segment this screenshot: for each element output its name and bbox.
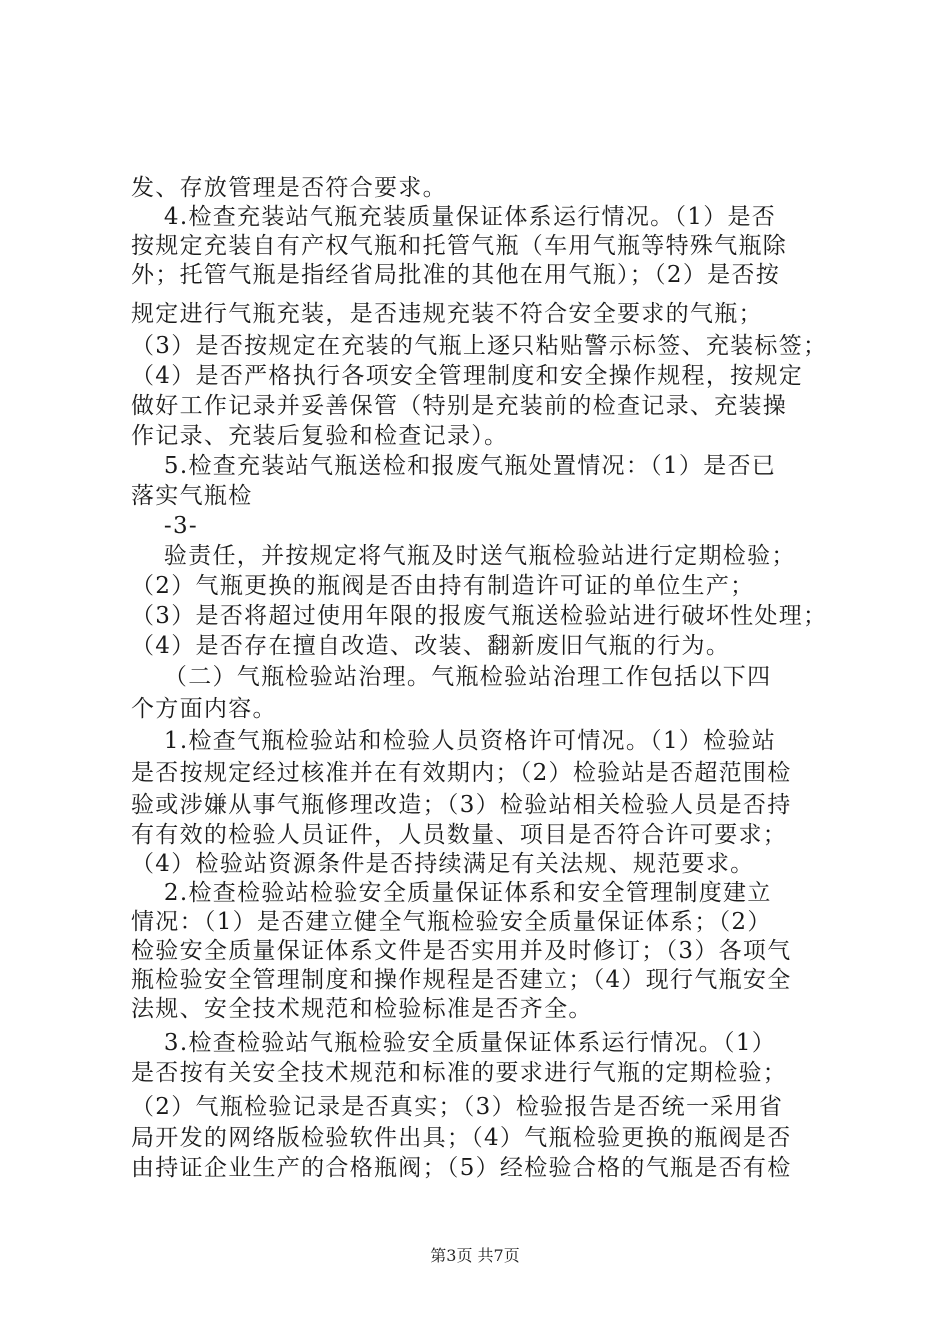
text-line: 局开发的网络版检验软件出具；（4）气瓶检验更换的瓶阀是否: [131, 1125, 792, 1151]
text-line: 是否按规定经过核准并在有效期内；（2）检验站是否超范围检: [131, 760, 792, 786]
text-line: 发、存放管理是否符合要求。: [131, 175, 447, 201]
text-line: 1.检查气瓶检验站和检验人员资格许可情况。（1）检验站: [131, 728, 777, 754]
text-line: 3.检查检验站气瓶检验安全质量保证体系运行情况。（1）: [131, 1030, 777, 1056]
section-heading: （二）气瓶检验站治理。气瓶检验站治理工作包括以下四: [131, 664, 772, 690]
text-line: 是否按有关安全技术规范和标准的要求进行气瓶的定期检验；: [131, 1060, 788, 1086]
text-line: （2）气瓶更换的瓶阀是否由持有制造许可证的单位生产；: [131, 573, 755, 599]
text-line: 个方面内容。: [131, 696, 277, 722]
text-line: 5.检查充装站气瓶送检和报废气瓶处置情况：（1）是否已: [131, 453, 777, 479]
text-line: 由持证企业生产的合格瓶阀；（5）经检验合格的气瓶是否有检: [131, 1155, 792, 1181]
text-line: 验责任，并按规定将气瓶及时送气瓶检验站进行定期检验；: [131, 543, 796, 569]
page-marker: -3-: [131, 513, 198, 539]
page-footer: 第3页 共7页: [430, 1246, 520, 1265]
text-line: 法规、安全技术规范和检验标准是否齐全。: [131, 996, 593, 1022]
text-line: 按规定充装自有产权气瓶和托管气瓶（车用气瓶等特殊气瓶除: [131, 233, 788, 259]
text-line: （4）是否存在擅自改造、改装、翻新废旧气瓶的行为。: [131, 633, 731, 659]
text-line: 检验安全质量保证体系文件是否实用并及时修订；（3）各项气: [131, 938, 792, 964]
text-line: 落实气瓶检: [131, 483, 253, 509]
text-line: （4）是否严格执行各项安全管理制度和安全操作规程，按规定: [131, 363, 804, 389]
text-line: 规定进行气瓶充装，是否违规充装不符合安全要求的气瓶；: [131, 301, 763, 327]
text-line: 2.检查检验站检验安全质量保证体系和安全管理制度建立: [131, 880, 772, 906]
text-line: 有有效的检验人员证件，人员数量、项目是否符合许可要求；: [131, 822, 788, 848]
text-line: （2）气瓶检验记录是否真实；（3）检验报告是否统一采用省: [131, 1094, 784, 1120]
text-line: （3）是否按规定在充装的气瓶上逐只粘贴警示标签、充装标签；: [131, 333, 828, 359]
text-line: （3）是否将超过使用年限的报废气瓶送检验站进行破坏性处理；: [131, 603, 828, 629]
text-line: 作记录、充装后复验和检查记录）。: [131, 423, 509, 449]
text-line: 外；托管气瓶是指经省局批准的其他在用气瓶）；（2）是否按: [131, 262, 781, 288]
text-line: 做好工作记录并妥善保管（特别是充装前的检查记录、充装操: [131, 393, 788, 419]
text-line: 瓶检验安全管理制度和操作规程是否建立；（4）现行气瓶安全: [131, 967, 792, 993]
text-line: （4）检验站资源条件是否持续满足有关法规、规范要求。: [131, 851, 755, 877]
text-line: 4.检查充装站气瓶充装质量保证体系运行情况。（1）是否: [131, 204, 777, 230]
text-line: 验或涉嫌从事气瓶修理改造；（3）检验站相关检验人员是否持: [131, 792, 792, 818]
text-line: 情况：（1）是否建立健全气瓶检验安全质量保证体系；（2）: [131, 909, 772, 935]
